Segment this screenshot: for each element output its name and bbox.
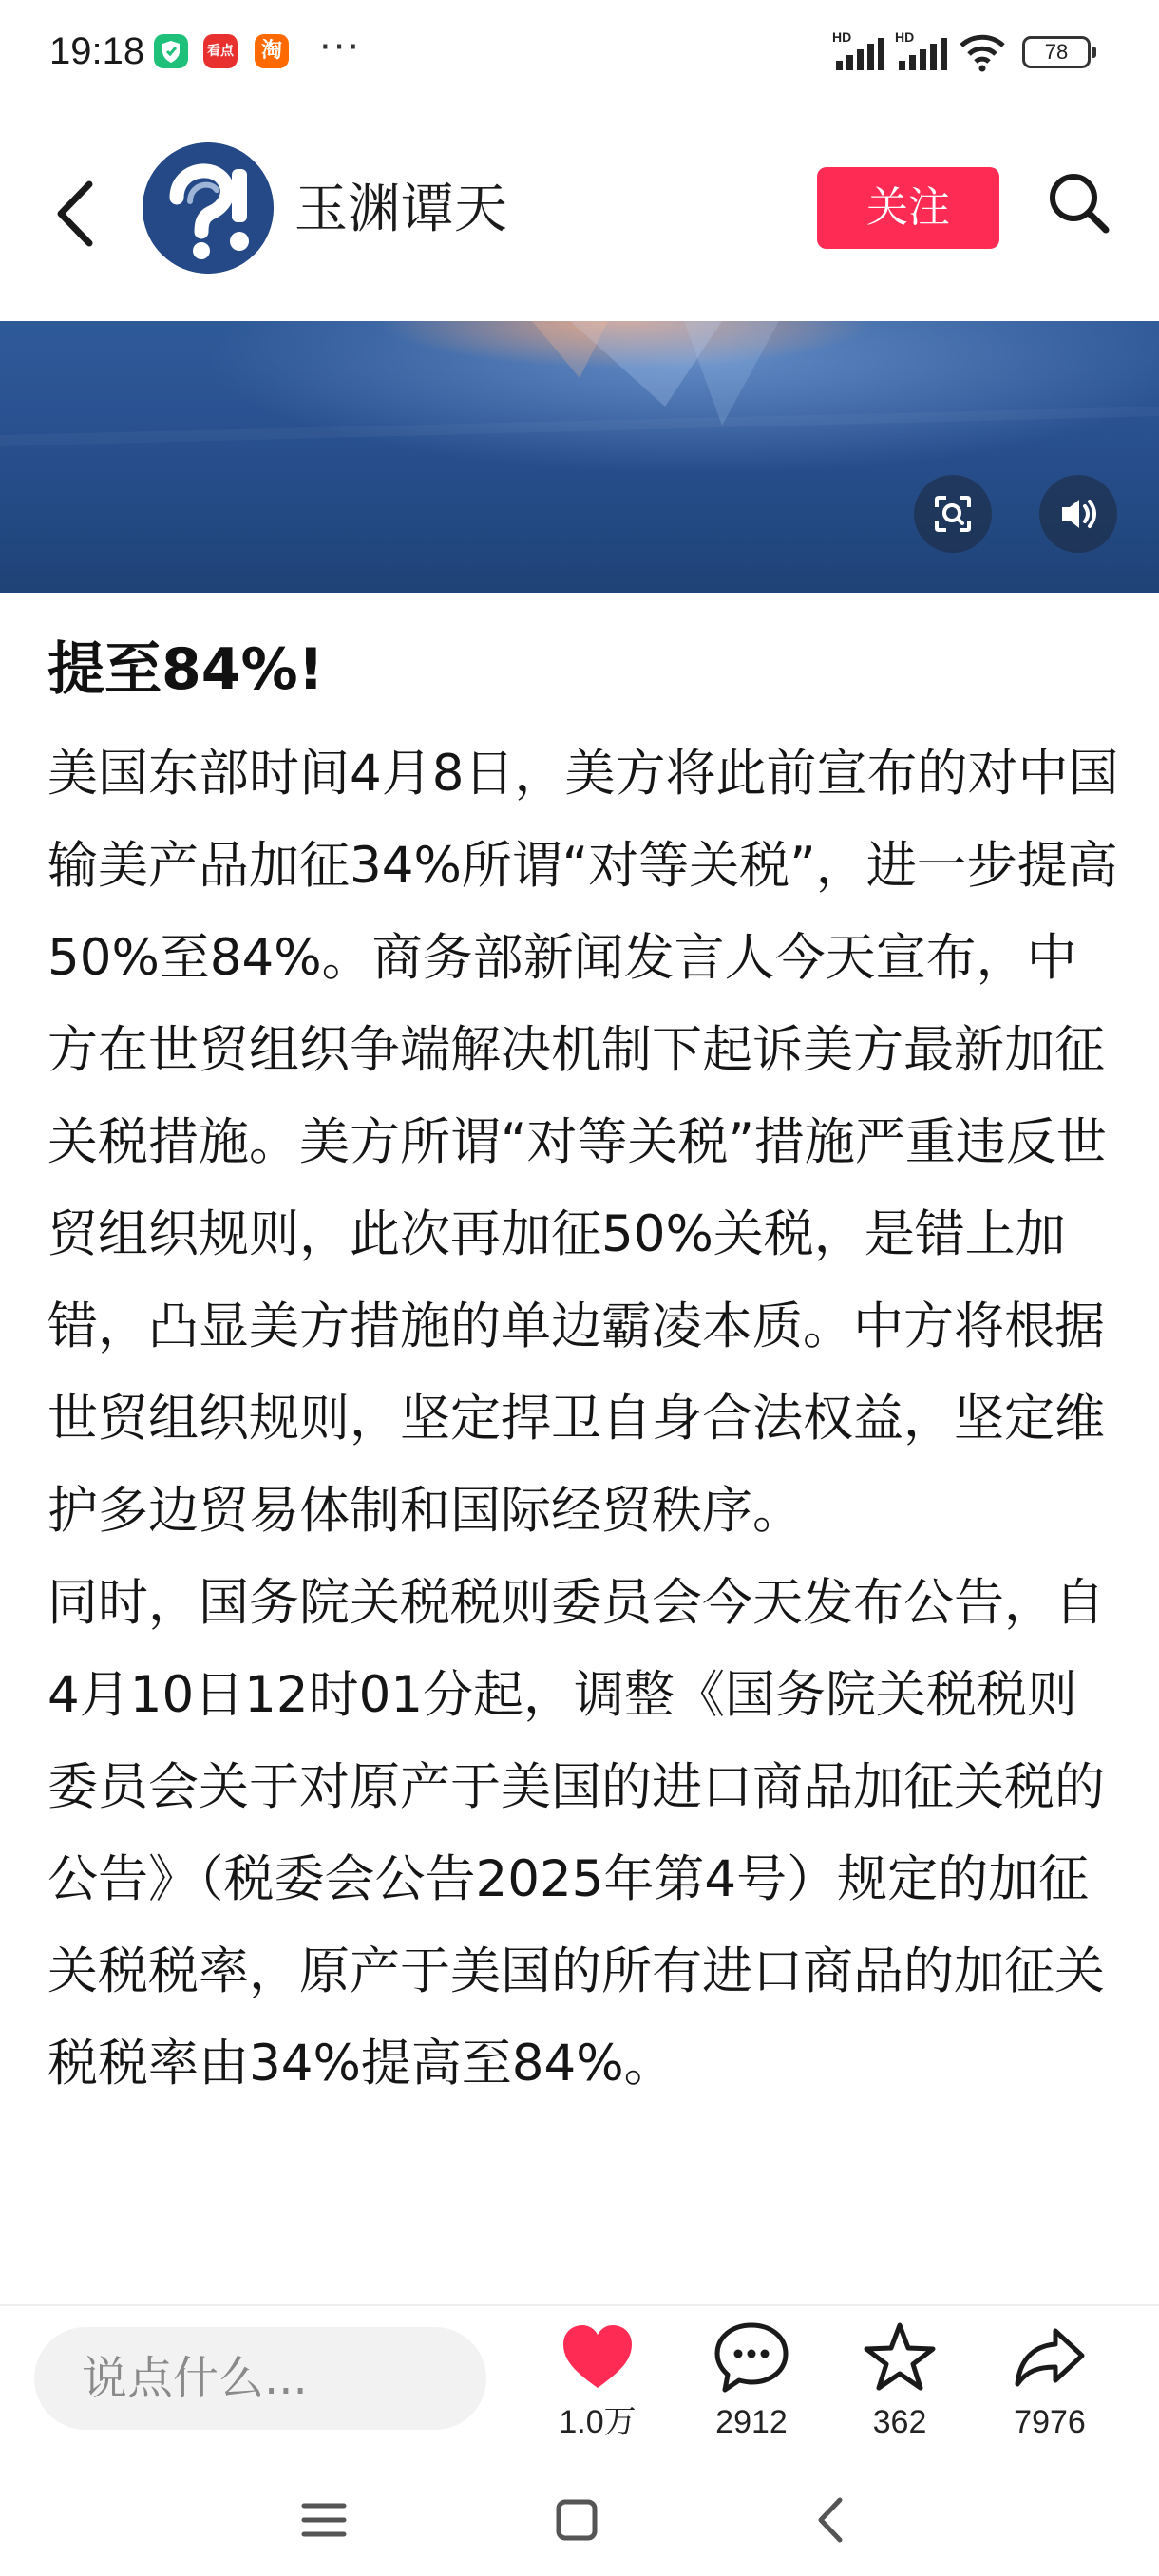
article-title: 提至84%! xyxy=(48,636,324,703)
taobao-app-icon: 淘 xyxy=(255,34,289,68)
wifi-icon xyxy=(958,32,1007,72)
back-icon[interactable] xyxy=(798,2487,864,2553)
menu-icon[interactable] xyxy=(291,2487,357,2553)
follow-button[interactable]: 关注 xyxy=(817,167,999,249)
star-icon xyxy=(860,2318,940,2397)
author-header xyxy=(0,106,1159,321)
video-player[interactable] xyxy=(0,321,1159,593)
more-notifications-icon: ··· xyxy=(319,26,362,69)
shield-app-icon xyxy=(154,34,188,68)
heart-icon xyxy=(558,2318,637,2397)
avatar[interactable] xyxy=(142,142,274,274)
status-bar xyxy=(0,0,1159,106)
comment-button[interactable] xyxy=(680,2318,823,2443)
share-icon xyxy=(1010,2318,1090,2397)
home-icon[interactable] xyxy=(543,2487,610,2553)
comment-count: 2912 xyxy=(715,2404,788,2440)
signal-icon xyxy=(832,28,899,74)
favorite-button[interactable] xyxy=(828,2318,971,2443)
like-count: 1.0万 xyxy=(559,2404,636,2440)
like-button[interactable] xyxy=(526,2318,669,2443)
svg-text:HD: HD xyxy=(832,29,852,45)
volume-icon xyxy=(1039,475,1117,553)
article-paragraph: 美国东部时间4月8日，美方将此前宣布的对中国输美产品加征34%所谓“对等关税”，进一步提高50%至84%。商务部新闻发言人今天宣布，中方在世贸组织争端解决机制下起诉美方最新加征关税措施。美方所谓“对等关税”措施严重违反世贸组织规则，此次再加征50%关税，是错上加错，凸显美方措施的单边霸凌本质。中方将根据世贸组织规则，坚定捍卫自身合法权益，坚定维护多边贸易体制和国际经贸秩序。 xyxy=(48,745,1119,1540)
chevron-left-icon[interactable] xyxy=(44,171,110,256)
signal-icon-2 xyxy=(895,28,961,74)
comment-input[interactable]: 说点什么... xyxy=(34,2327,486,2430)
battery-indicator: 78 xyxy=(1022,36,1091,68)
svg-text:HD: HD xyxy=(895,29,915,45)
favorite-count: 362 xyxy=(872,2404,927,2440)
share-count: 7976 xyxy=(1014,2404,1086,2440)
volume-button[interactable] xyxy=(1039,475,1117,553)
article-paragraph: 同时，国务院关税税则委员会今天发布公告，自4月10日12时01分起，调整《国务院关税税则委员会关于对原产于美国的进口商品加征关税的公告》（税委会公告2025年第4号）规定的加征关税税率，原产于美国的所有进口商品的加征关税税率由34%提高至84%。 xyxy=(48,1574,1105,2093)
comment-icon xyxy=(712,2318,791,2397)
search-icon[interactable] xyxy=(1041,165,1117,241)
bottom-divider xyxy=(0,2304,1159,2306)
article-body xyxy=(48,728,1121,2110)
scan-button[interactable] xyxy=(914,475,992,553)
news-app-icon: 看点 xyxy=(203,34,238,68)
system-nav-bar xyxy=(0,2462,1159,2576)
share-button[interactable] xyxy=(978,2318,1121,2443)
scan-icon xyxy=(914,475,992,553)
status-time: 19:18 xyxy=(49,30,145,72)
author-name[interactable]: 玉渊谭天 xyxy=(294,179,507,240)
